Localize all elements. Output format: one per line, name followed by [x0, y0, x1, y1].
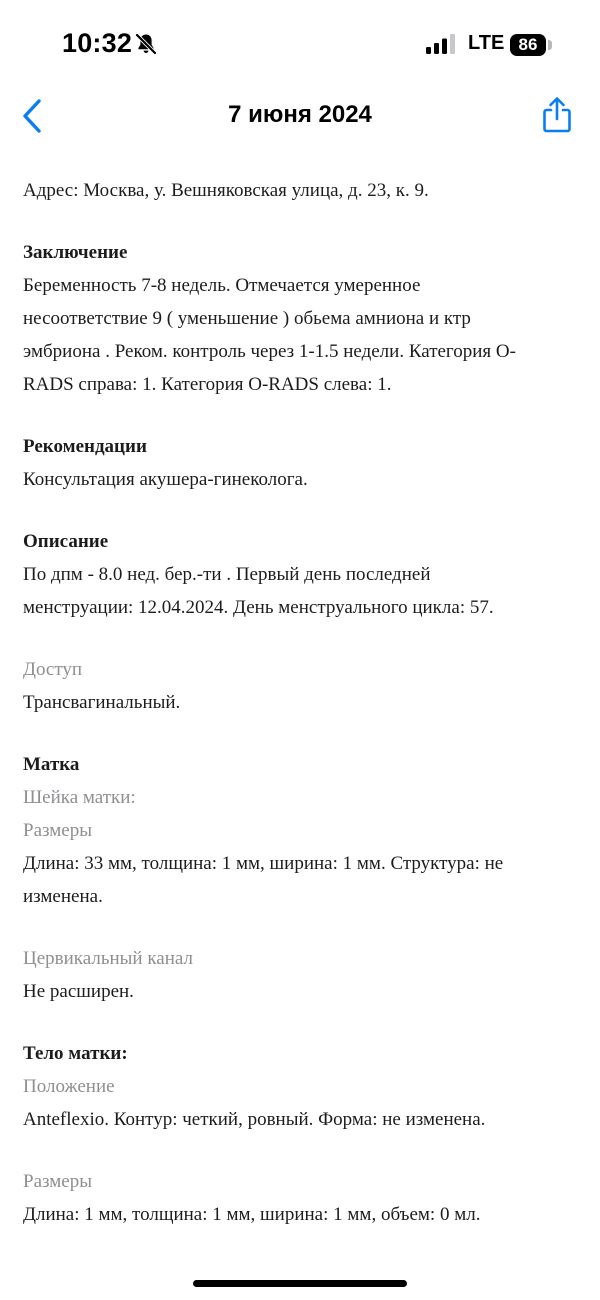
battery-icon: 86	[510, 34, 546, 56]
conclusion-line: RADS справа: 1. Категория O-RADS слева: 1.	[23, 374, 392, 395]
cervical-canal-label: Цервикальный канал	[23, 948, 193, 969]
cervical-canal-text: Не расширен.	[23, 981, 134, 1002]
cervix-sizes-line: изменена.	[23, 886, 103, 907]
body-sizes-label: Размеры	[23, 1171, 92, 1192]
description-line: По дпм - 8.0 нед. бер.-ти . Первый день последней	[23, 564, 431, 585]
access-text: Трансвагинальный.	[23, 692, 181, 713]
position-label: Положение	[23, 1076, 115, 1097]
cervix-sizes-line: Длина: 33 мм, толщина: 1 мм, ширина: 1 мм. Структура: не	[23, 853, 504, 874]
cervix-sizes-label: Размеры	[23, 820, 92, 841]
report-content	[23, 174, 583, 1231]
description-line: менструации: 12.04.2024. День менструального цикла: 57.	[23, 597, 494, 618]
address-text: Адрес: Москва, у. Вешняковская улица, д. 23, к. 9.	[23, 180, 429, 201]
conclusion-line: эмбриона . Реком. контроль через 1-1.5 недели. Категория O-	[23, 341, 516, 362]
page-title: 7 июня 2024	[228, 101, 372, 128]
access-label: Доступ	[23, 659, 83, 680]
description-heading: Описание	[23, 531, 109, 552]
status-time: 10:32	[62, 28, 133, 58]
share-icon[interactable]	[540, 96, 574, 134]
battery-tip	[548, 40, 552, 50]
conclusion-line: Беременность 7-8 недель. Отмечается умеренное	[23, 275, 421, 296]
cervix-label: Шейка матки:	[23, 787, 136, 808]
signal-icon	[426, 34, 458, 54]
uterus-body-heading: Тело матки:	[23, 1043, 128, 1064]
recommendations-text: Консультация акушера-гинеколога.	[23, 469, 308, 490]
status-bar	[0, 0, 600, 90]
recommendations-heading: Рекомендации	[23, 436, 147, 457]
network-type: LTE	[468, 32, 505, 54]
position-text: Anteflexio. Контур: четкий, ровный. Форма: не изменена.	[23, 1109, 486, 1130]
uterus-heading: Матка	[23, 754, 80, 775]
home-indicator[interactable]	[193, 1280, 407, 1287]
body-sizes-text: Длина: 1 мм, толщина: 1 мм, ширина: 1 мм, объем: 0 мл.	[23, 1204, 481, 1225]
conclusion-heading: Заключение	[23, 242, 128, 263]
conclusion-line: несоответствие 9 ( уменьшение ) обьема амниона и ктр	[23, 308, 471, 329]
bell-slash-icon	[134, 32, 158, 56]
